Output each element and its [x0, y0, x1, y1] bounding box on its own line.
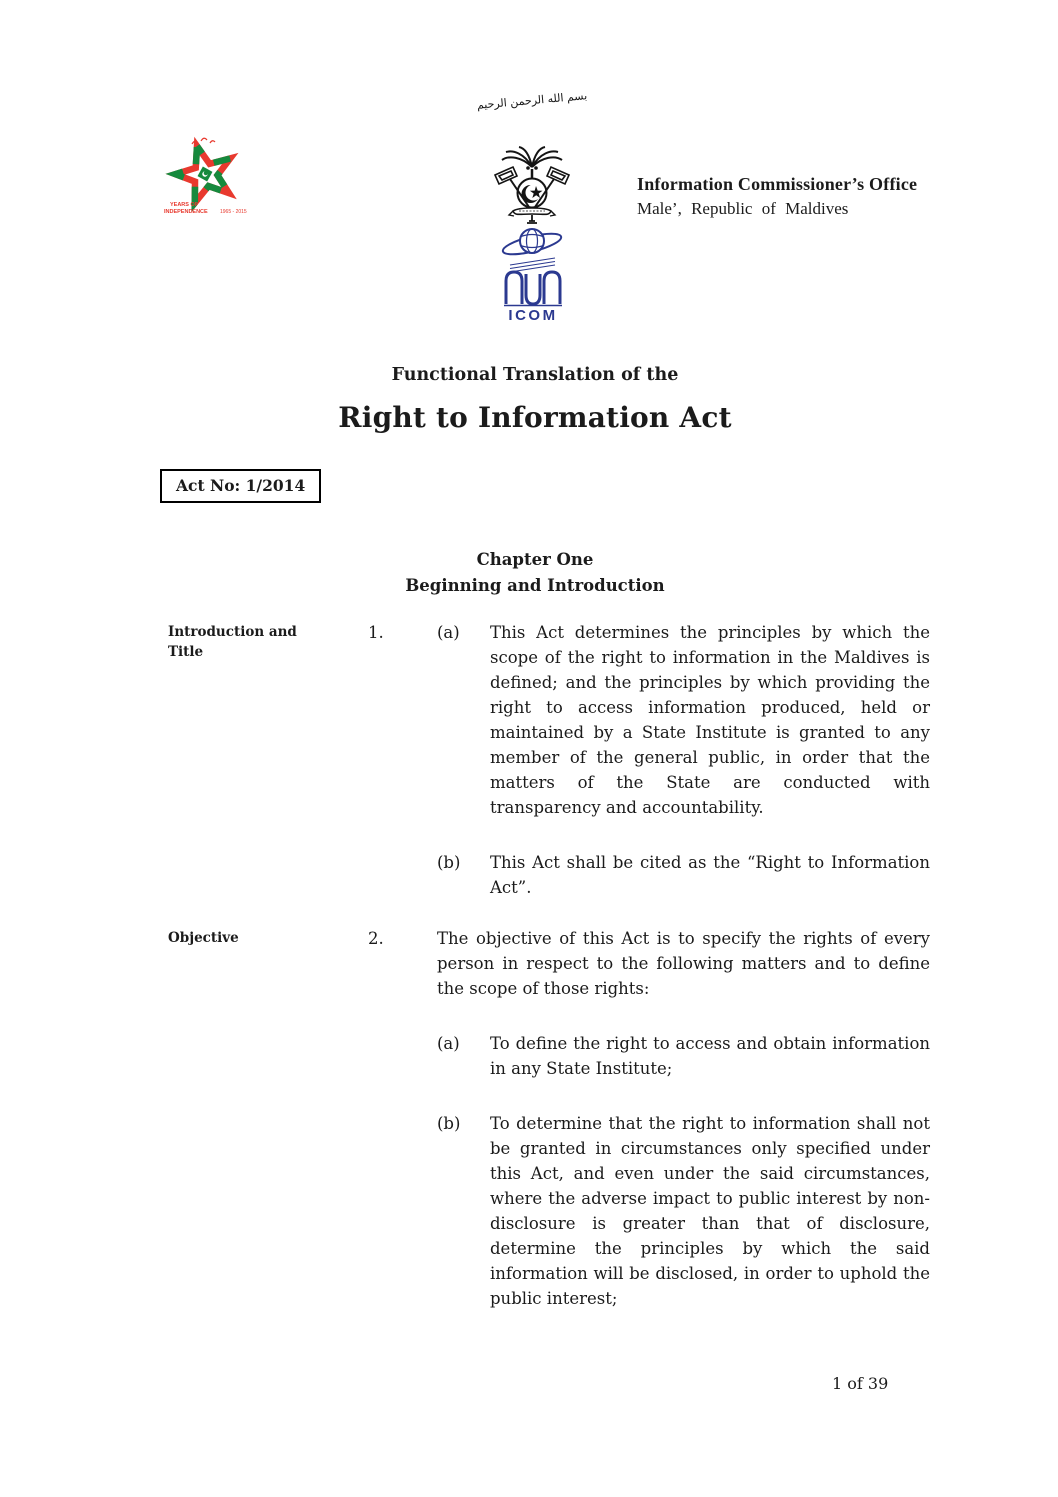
- independence-logo-line1: YEARS OF: [170, 202, 199, 208]
- subsection: [437, 620, 930, 820]
- section-number: 2.: [368, 929, 384, 948]
- section-margin-label: Objective: [168, 930, 239, 946]
- chapter-subheading: Beginning and Introduction: [405, 576, 665, 595]
- section-introduction-and-title: [168, 620, 930, 900]
- subsection: [437, 1031, 930, 1081]
- document-pretitle: Functional Translation of the: [391, 365, 679, 385]
- act-number-badge: Act No: 1/2014: [160, 469, 321, 503]
- section-body: [437, 926, 930, 1311]
- document-title: Right to Information Act: [338, 401, 732, 434]
- office-header: [637, 174, 917, 219]
- office-name: Information Commissioner’s Office: [637, 174, 918, 194]
- section-intro-text: The objective of this Act is to specify the rights of every person in respect to the following matters and to define the scope of those rights:: [437, 929, 930, 998]
- subsection-text: This Act shall be cited as the “Right to Information Act”.: [490, 853, 930, 897]
- icom-label: ICOM: [508, 307, 558, 324]
- bismillah-calligraphy: بسم الله الرحمن الرحيم: [476, 89, 588, 112]
- chapter-heading: Chapter One: [476, 550, 594, 569]
- maldives-coat-of-arms-icon: [489, 145, 575, 231]
- subsection-text: To define the right to access and obtain information in any State Institute;: [490, 1034, 930, 1078]
- section-body: [437, 620, 930, 900]
- section-margin-label: Introduction and Title: [168, 624, 297, 660]
- section-objective: [168, 926, 930, 1311]
- section-number: 1.: [368, 623, 384, 642]
- subsection: [437, 850, 930, 900]
- subsection-letter: (b): [437, 853, 461, 872]
- independence-logo-years: 1965 - 2015: [220, 209, 247, 215]
- subsection-letter: (b): [437, 1114, 461, 1133]
- office-location: Male’, Republic of Maldives: [637, 199, 849, 218]
- subsection-letter: (a): [437, 623, 460, 642]
- page-number: 1 of 39: [832, 1374, 889, 1393]
- subsection: [437, 1111, 930, 1311]
- independence-logo-line2: INDEPENDENCE: [164, 209, 208, 215]
- independence-50-logo-icon: [156, 136, 254, 224]
- icom-logo-icon: [497, 224, 567, 328]
- subsection-text: This Act determines the principles by which the scope of the right to information in the Maldives is defined; and the principles by which providing the right to access information produced, held or maintained by a State Institute is granted to any member of the general public, in order that the matters of the State are conducted with transparency and accountability.: [490, 623, 930, 817]
- subsection-text: To determine that the right to information shall not be granted in circumstances only specified under this Act, and even under the said circumstances, where the adverse impact to public interest by non-disclosure is greater than that of disclosure, determine the principles by which the said information will be disclosed, in order to uphold the public interest;: [490, 1114, 930, 1308]
- chapter-heading-block: [130, 547, 940, 599]
- subsection-letter: (a): [437, 1034, 460, 1053]
